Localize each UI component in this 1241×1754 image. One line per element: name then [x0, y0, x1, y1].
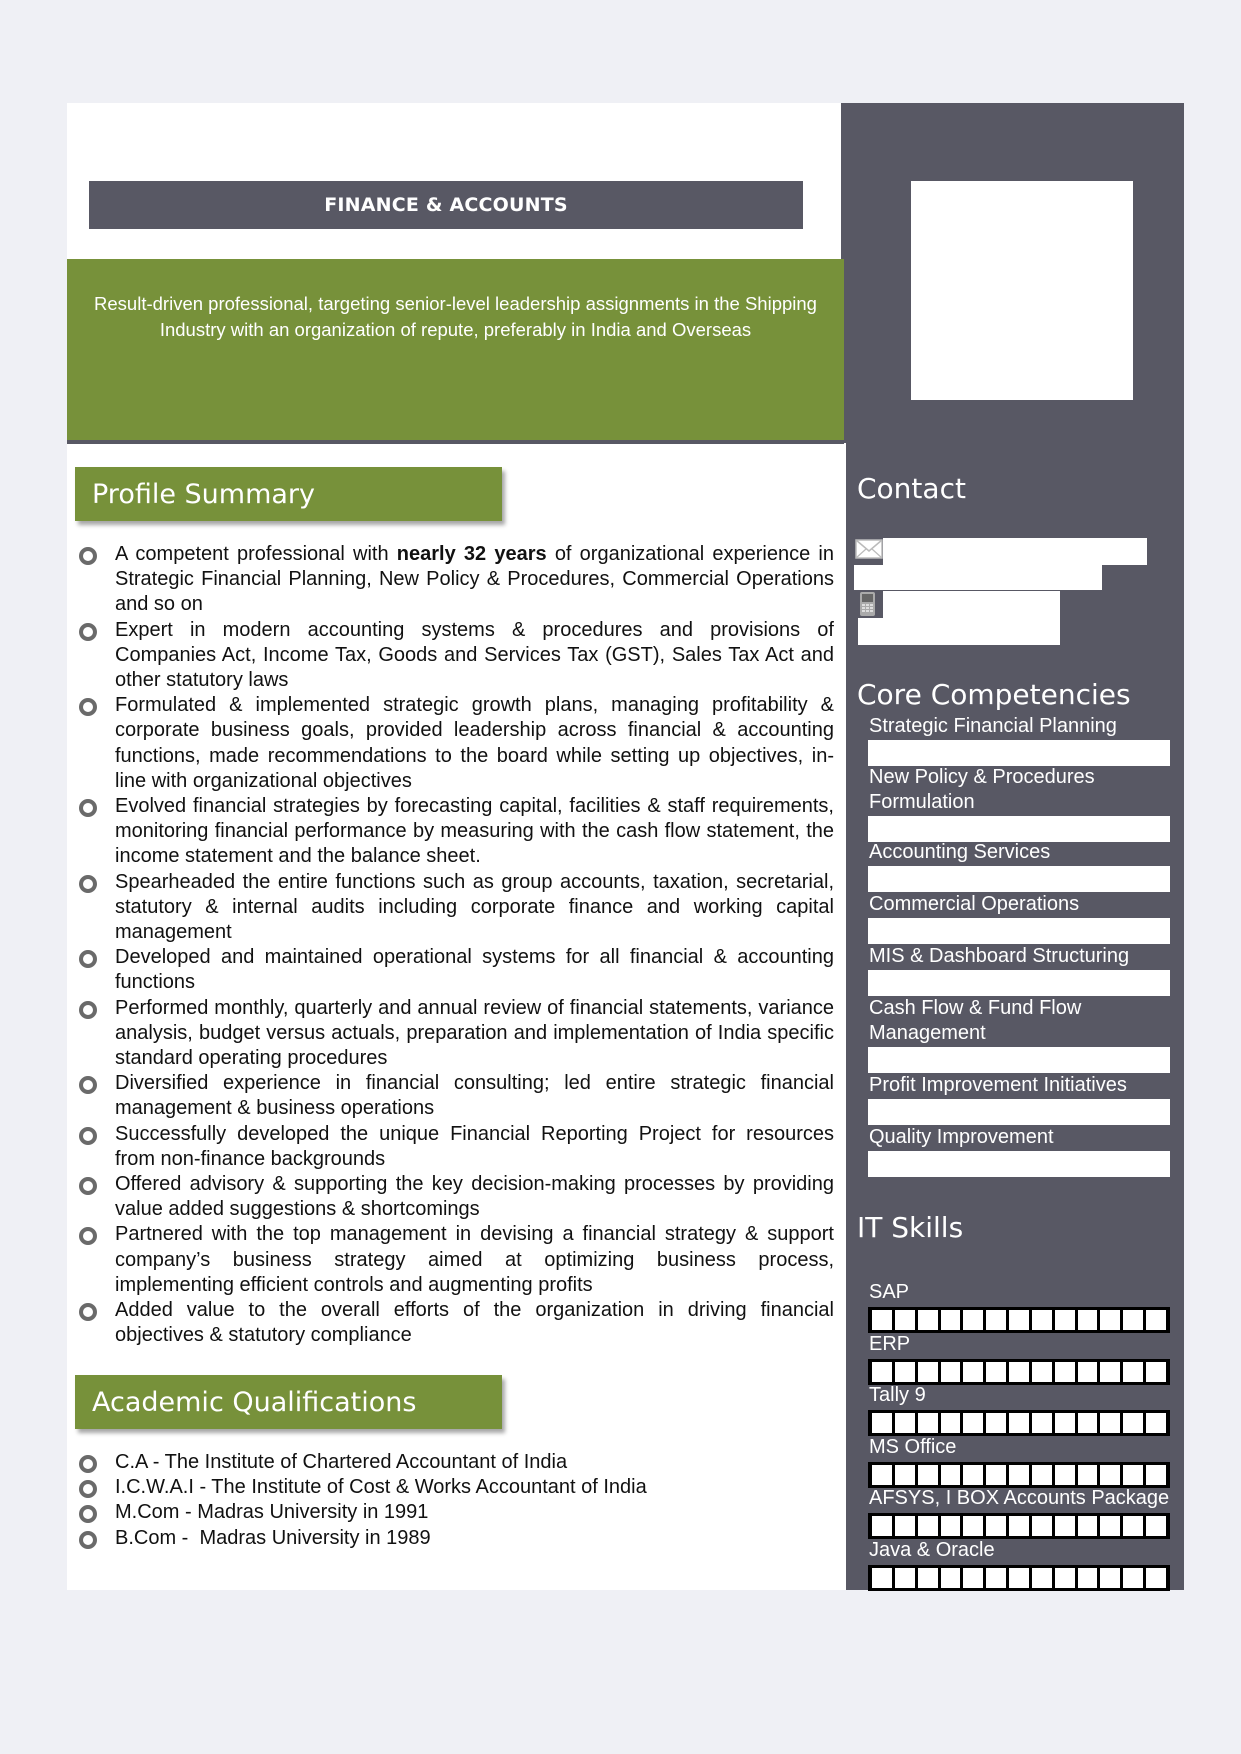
skill-rating-cell [963, 1413, 983, 1433]
skill-rating-cell [1078, 1362, 1098, 1382]
skill-rating-cell [895, 1516, 915, 1536]
profile-summary-heading [75, 467, 502, 521]
skill-rating-bar [868, 1410, 1170, 1436]
skill-rating-cell [1055, 1413, 1075, 1433]
email-field-line2 [854, 565, 1102, 590]
phone-field [883, 591, 1060, 645]
academic-text: B.Com - Madras University in 1989 [115, 1526, 431, 1549]
skill-label: AFSYS, I BOX Accounts Package [869, 1487, 1170, 1509]
summary-text: Formulated & implemented strategic growth plans, managing profitability & corporate business goals, provided leadership across financial & accounting functions, made recommendations to the board while setting up objectives, in-line with organizational objectives [115, 694, 834, 792]
summary-highlight: nearly 32 years [396, 543, 547, 565]
skill-rating-cell [1146, 1516, 1166, 1536]
competency-label: Quality Improvement [869, 1126, 1054, 1148]
summary-item [78, 1122, 834, 1172]
skill-rating-cell [1032, 1362, 1052, 1382]
competency-label: Cash Flow & Fund Flow Management [869, 997, 1082, 1044]
academic-item [78, 1526, 834, 1551]
summary-item [78, 1172, 834, 1222]
competency-label: Accounting Services [869, 841, 1051, 863]
skill-rating-cell [1009, 1465, 1029, 1485]
skill-rating-cell [1055, 1362, 1075, 1382]
summary-item [78, 542, 834, 618]
competency-bar [868, 1151, 1170, 1177]
phone-field-line2 [858, 618, 898, 645]
summary-text: Added value to the overall efforts of the organization in driving financial objectives & statutory compliance [115, 1299, 834, 1347]
summary-item [78, 1298, 834, 1348]
academic-item [78, 1500, 834, 1525]
skill-label: ERP [869, 1332, 911, 1355]
skill-rating-cell [918, 1310, 938, 1330]
competency-bar [868, 970, 1170, 996]
skill-rating-cell [1032, 1310, 1052, 1330]
summary-text: A competent professional with [115, 543, 397, 565]
skill-rating-cell [1032, 1516, 1052, 1536]
mobile-phone-icon [858, 591, 886, 619]
skill-rating-cell [1123, 1465, 1143, 1485]
competency-bar [868, 1099, 1170, 1125]
skill-rating-cell [986, 1568, 1006, 1588]
summary-text: Offered advisory & supporting the key decision-making processes by providing value added suggestions & shortcomings [115, 1173, 834, 1221]
skill-rating-cell [986, 1413, 1006, 1433]
summary-text-cont: of organizational experience in Strategic Financial Planning, New Policy & Procedures, Commercial Operations and so on [115, 543, 834, 616]
competency-bar [868, 918, 1170, 944]
bullet-circle-icon [79, 875, 97, 893]
bullet-circle-icon [79, 623, 97, 641]
skill-rating-cell [895, 1362, 915, 1382]
skill-label: Tally 9 [869, 1384, 926, 1406]
skill-rating-cell [1146, 1568, 1166, 1588]
bullet-circle-icon [79, 1001, 97, 1019]
skill-rating-cell [872, 1362, 892, 1382]
competency-bar [868, 740, 1170, 766]
skill-label: Java & Oracle [869, 1538, 995, 1561]
skill-rating-cell [872, 1465, 892, 1485]
skill-rating-cell [1123, 1568, 1143, 1588]
summary-text: Performed monthly, quarterly and annual review of financial statements, variance analysis, budget versus actuals, preparation and implementation of India specific standard operating procedures [115, 996, 834, 1070]
skill-rating-cell [872, 1310, 892, 1330]
summary-item [78, 1222, 834, 1298]
competency-bar [868, 816, 1170, 842]
skill-rating-cell [918, 1516, 938, 1536]
skill-rating-cell [941, 1362, 961, 1382]
skill-rating-cell [941, 1310, 961, 1330]
skill-rating-cell [963, 1516, 983, 1536]
skill-rating-cell [1100, 1310, 1120, 1330]
bullet-circle-icon [79, 1505, 97, 1523]
skill-rating-cell [1146, 1465, 1166, 1485]
skill-rating-cell [1078, 1413, 1098, 1433]
summary-item [78, 945, 834, 995]
job-title-banner [89, 181, 803, 229]
skill-rating-cell [963, 1465, 983, 1485]
skill-rating-cell [918, 1362, 938, 1382]
skill-rating-bar [868, 1307, 1170, 1333]
skill-rating-cell [895, 1568, 915, 1588]
skill-rating-cell [1078, 1310, 1098, 1330]
skill-rating-bar [868, 1565, 1170, 1591]
skill-rating-cell [1009, 1362, 1029, 1382]
skill-rating-cell [895, 1465, 915, 1485]
summary-item [78, 870, 834, 946]
summary-text: Evolved financial strategies by forecasting capital, facilities & staff requirements, monitoring financial performance by measuring with the cash flow statement, the income statement and the balance sheet. [115, 795, 834, 868]
bullet-circle-icon [79, 799, 97, 817]
skill-rating-bar [868, 1359, 1170, 1385]
summary-item [78, 1071, 834, 1121]
skill-rating-cell [1123, 1413, 1143, 1433]
skill-label: MS Office [869, 1435, 957, 1458]
bullet-circle-icon [79, 1455, 97, 1473]
skill-rating-cell [1055, 1568, 1075, 1588]
skill-rating-cell [1078, 1516, 1098, 1536]
summary-text: Successfully developed the unique Financial Reporting Project for resources from non-finance backgrounds [115, 1122, 834, 1170]
academic-item [78, 1475, 834, 1500]
bullet-circle-icon [79, 1480, 97, 1498]
bullet-circle-icon [79, 1531, 97, 1549]
skill-rating-cell [872, 1413, 892, 1433]
profile-summary-title: Profile Summary [92, 478, 316, 510]
summary-text: Developed and maintained operational systems for all financial & accounting functions [115, 946, 834, 994]
skill-rating-cell [963, 1310, 983, 1330]
core-competencies-heading: Core Competencies [857, 678, 1131, 711]
academic-text: M.Com - Madras University in 1991 [115, 1501, 429, 1524]
skill-rating-cell [1009, 1516, 1029, 1536]
objective-text: Result-driven professional, targeting senior-level leadership assignments in the Shipping Industry with an organization of repute, preferably in India and Overseas [94, 293, 817, 340]
skill-rating-cell [872, 1568, 892, 1588]
academic-list [78, 1450, 834, 1551]
skill-rating-cell [1146, 1362, 1166, 1382]
skill-rating-cell [1009, 1310, 1029, 1330]
bullet-circle-icon [79, 698, 97, 716]
competency-bar [868, 1047, 1170, 1073]
skill-rating-cell [963, 1568, 983, 1588]
summary-item [78, 996, 834, 1072]
competency-label: Strategic Financial Planning [869, 715, 1117, 737]
bullet-circle-icon [79, 1227, 97, 1245]
skill-rating-cell [1123, 1516, 1143, 1536]
objective-band [67, 259, 844, 444]
skill-rating-cell [1078, 1465, 1098, 1485]
skill-rating-cell [1100, 1516, 1120, 1536]
skill-rating-cell [986, 1310, 1006, 1330]
envelope-icon [855, 537, 883, 565]
skill-rating-cell [1100, 1465, 1120, 1485]
job-title: FINANCE & ACCOUNTS [324, 194, 568, 216]
bullet-circle-icon [79, 1303, 97, 1321]
skill-rating-cell [918, 1413, 938, 1433]
academic-item [78, 1450, 834, 1475]
bullet-circle-icon [79, 1127, 97, 1145]
skill-rating-cell [1123, 1362, 1143, 1382]
skill-rating-cell [895, 1413, 915, 1433]
skill-rating-cell [918, 1465, 938, 1485]
skill-label: SAP [869, 1281, 910, 1303]
photo-placeholder [911, 181, 1133, 400]
skill-rating-cell [986, 1465, 1006, 1485]
bullet-circle-icon [79, 547, 97, 565]
summary-item [78, 618, 834, 694]
skill-rating-cell [895, 1310, 915, 1330]
academic-text: C.A - The Institute of Chartered Accountant of India [115, 1451, 568, 1473]
contact-heading: Contact [857, 472, 966, 505]
profile-summary-list [78, 542, 834, 1349]
skill-rating-cell [1123, 1310, 1143, 1330]
competency-label: MIS & Dashboard Structuring [869, 945, 1130, 967]
skill-rating-bar [868, 1513, 1170, 1539]
email-field [883, 538, 1147, 565]
academic-text: I.C.W.A.I - The Institute of Cost & Works Accountant of India [115, 1476, 647, 1499]
summary-text: Expert in modern accounting systems & procedures and provisions of Companies Act, Income Tax, Goods and Services Tax (GST), Sales Tax Act and other statutory laws [115, 618, 834, 692]
skill-rating-cell [1032, 1568, 1052, 1588]
bullet-circle-icon [79, 1076, 97, 1094]
competency-label: Commercial Operations [869, 893, 1080, 915]
bullet-circle-icon [79, 1177, 97, 1195]
summary-text: Spearheaded the entire functions such as group accounts, taxation, secretarial, statutory & internal audits including corporate finance and working capital management [115, 870, 834, 944]
summary-item [78, 794, 834, 870]
skill-rating-cell [1100, 1362, 1120, 1382]
skill-rating-cell [941, 1516, 961, 1536]
skill-rating-cell [1055, 1465, 1075, 1485]
skill-rating-cell [1078, 1568, 1098, 1588]
skill-rating-cell [941, 1465, 961, 1485]
summary-text: Diversified experience in financial consulting; led entire strategic financial management & business operations [115, 1072, 834, 1120]
skill-rating-cell [1100, 1413, 1120, 1433]
skill-rating-cell [1055, 1310, 1075, 1330]
skill-rating-cell [1100, 1568, 1120, 1588]
skill-rating-cell [941, 1568, 961, 1588]
skill-rating-cell [941, 1413, 961, 1433]
skill-rating-cell [1146, 1413, 1166, 1433]
skill-rating-cell [1055, 1516, 1075, 1536]
academic-title: Academic Qualifications [92, 1386, 417, 1418]
competency-label: New Policy & Procedures Formulation [869, 766, 1095, 813]
bullet-circle-icon [79, 950, 97, 968]
summary-text: Partnered with the top management in devising a financial strategy & support company’s business strategy aimed at optimizing business process, implementing efficient controls and augmenting profits [115, 1223, 834, 1296]
skill-rating-cell [986, 1516, 1006, 1536]
it-skills-heading: IT Skills [857, 1211, 964, 1244]
skill-rating-cell [872, 1516, 892, 1536]
competency-label: Profit Improvement Initiatives [869, 1074, 1127, 1096]
skill-rating-cell [918, 1568, 938, 1588]
skill-rating-cell [1009, 1413, 1029, 1433]
summary-item [78, 693, 834, 794]
skill-rating-bar [868, 1462, 1170, 1488]
skill-rating-cell [1009, 1568, 1029, 1588]
skill-rating-cell [986, 1362, 1006, 1382]
skill-rating-cell [963, 1362, 983, 1382]
academic-heading [75, 1375, 502, 1429]
skill-rating-cell [1032, 1465, 1052, 1485]
skill-rating-cell [1032, 1413, 1052, 1433]
skill-rating-cell [1146, 1310, 1166, 1330]
competency-bar [868, 866, 1170, 892]
